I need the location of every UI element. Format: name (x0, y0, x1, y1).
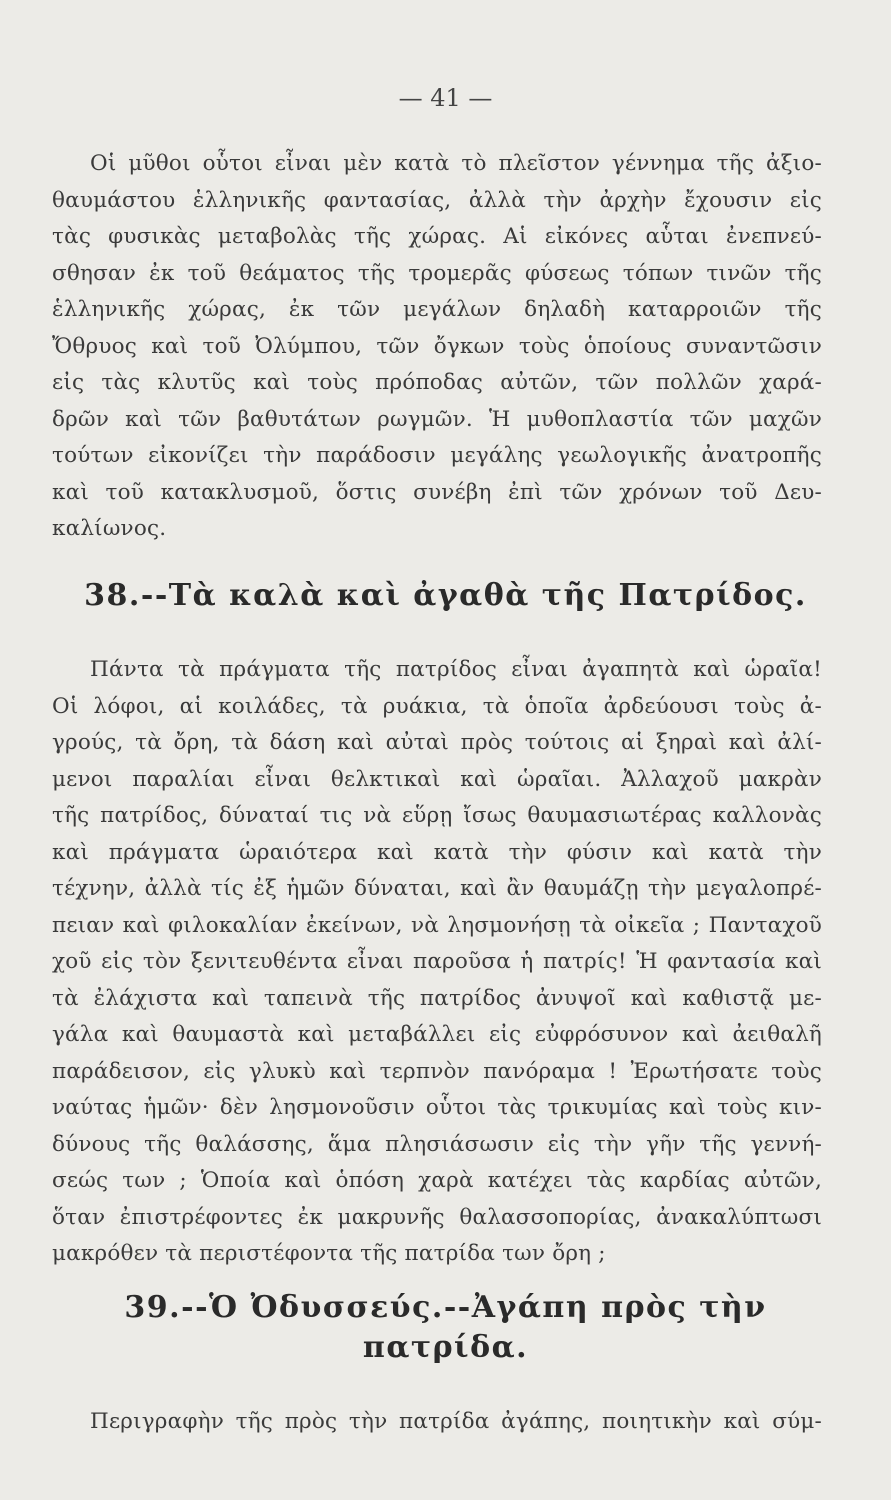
text-line: ὅταν ἐπιστρέφοντες ἐκ μακρυνῆς θαλασσοπορίας, ἀνακαλύπτωσι (52, 1204, 822, 1230)
text-line: Οἱ λόφοι, αἱ κοιλάδες, τὰ ρυάκια, τὰ ὁποῖα ἀρδεύουσι τοὺς ἀ- (52, 693, 822, 719)
text-line: σθησαν ἐκ τοῦ θεάματος τῆς τρομερᾶς φύσεως τόπων τινῶν τῆς (52, 260, 822, 286)
text-line: τὰ ἐλάχιστα καὶ ταπεινὰ τῆς πατρίδος ἀνυψοῖ καὶ καθιστᾷ με- (52, 985, 822, 1011)
text-line: μενοι παραλίαι εἶναι θελκτικαὶ καὶ ὡραῖαι. Ἀλλαχοῦ μακρὰν (52, 766, 822, 792)
text-line: δύνους τῆς θαλάσσης, ἅμα πλησιάσωσιν εἰς τὴν γῆν τῆς γεννή- (52, 1131, 822, 1157)
text-line: πειαν καὶ φιλοκαλίαν ἐκείνων, νὰ λησμονήσῃ τὰ οἰκεῖα ; Πανταχοῦ (52, 912, 822, 938)
section-heading-38: 38.--Τὰ καλὰ καὶ ἀγαθὰ τῆς Πατρίδος. (84, 578, 807, 613)
text-line: καὶ πράγματα ὡραιότερα καὶ κατὰ τὴν φύσιν καὶ κατὰ τὴν (52, 839, 822, 865)
section-heading-39-continued: πατρίδα. (362, 1330, 529, 1365)
text-line: τέχνην, ἀλλὰ τίς ἐξ ἡμῶν δύναται, καὶ ἂν θαυμάζῃ τὴν μεγαλοπρέ- (52, 876, 822, 901)
text-line: καλίωνος. (52, 516, 167, 541)
paragraph-homeland (52, 652, 822, 1273)
section-heading-39: 39.--Ὁ Ὀδυσσεύς.--Ἀγάπη πρὸς τὴν (124, 1290, 767, 1325)
text-line: τῆς πατρίδος, δύναταί τις νὰ εὕρῃ ἴσως θαυμασιωτέρας καλλονὰς (52, 803, 822, 828)
text-line: σεώς των ; Ὁποία καὶ ὁπόση χαρὰ κατέχει τὰς καρδίας αὐτῶν, (52, 1168, 822, 1193)
text-line: Ὄθρυος καὶ τοῦ Ὀλύμπου, τῶν ὄγκων τοὺς ὁποίους συναντῶσιν (52, 333, 822, 359)
text-line: γάλα καὶ θαυμαστὰ καὶ μεταβάλλει εἰς εὐφρόσυνον καὶ ἀειθαλῆ (52, 1022, 822, 1047)
text-line: παράδεισον, εἰς γλυκὺ καὶ τερπνὸν πανόραμα ! Ἐρωτήσατε τοὺς (52, 1058, 822, 1084)
paragraph-odysseus (52, 1404, 822, 1441)
text-line: δρῶν καὶ τῶν βαθυτάτων ρωγμῶν. Ἡ μυθοπλαστία τῶν μαχῶν (52, 406, 822, 432)
text-line: Περιγραφὴν τῆς πρὸς τὴν πατρίδα ἀγάπης, ποιητικὴν καὶ σύμ- (90, 1409, 822, 1434)
text-line: Οἱ μῦθοι οὗτοι εἶναι μὲν κατὰ τὸ πλεῖστον γέννημα τῆς ἀξιο- (90, 151, 822, 176)
text-line: χοῦ εἰς τὸν ξενιτευθέντα εἶναι παροῦσα ἡ πατρίς! Ἡ φαντασία καὶ (52, 949, 822, 974)
text-line: Πάντα τὰ πράγματα τῆς πατρίδος εἶναι ἀγαπητὰ καὶ ὡραῖα! (90, 657, 822, 682)
paragraph-myths (52, 146, 822, 548)
text-line: μακρόθεν τὰ περιστέφοντα τῆς πατρίδα των ὄρη ; (52, 1241, 606, 1266)
text-line: τούτων εἰκονίζει τὴν παράδοσιν μεγάλης γεωλογικῆς ἀνατροπῆς (52, 443, 822, 468)
page-number: — 41 — (398, 84, 493, 112)
text-line: τὰς φυσικὰς μεταβολὰς τῆς χώρας. Αἱ εἰκόνες αὗται ἐνεπνεύ- (52, 224, 822, 249)
text-line: γρούς, τὰ ὄρη, τὰ δάση καὶ αὐταὶ πρὸς τούτοις αἱ ξηραὶ καὶ ἀλί- (52, 730, 822, 755)
text-line: καὶ τοῦ κατακλυσμοῦ, ὅστις συνέβη ἐπὶ τῶν χρόνων τοῦ Δευ- (52, 479, 822, 505)
text-line: ναύτας ἡμῶν· δὲν λησμονοῦσιν οὗτοι τὰς τρικυμίας καὶ τοὺς κιν- (52, 1095, 822, 1120)
text-line: εἰς τὰς κλυτῦς καὶ τοὺς πρόποδας αὐτῶν, τῶν πολλῶν χαρά- (52, 370, 822, 395)
text-line: ἑλληνικῆς χώρας, ἐκ τῶν μεγάλων δηλαδὴ καταρροιῶν τῆς (52, 297, 822, 322)
text-line: θαυμάστου ἑλληνικῆς φαντασίας, ἀλλὰ τὴν ἀρχὴν ἔχουσιν εἰς (52, 187, 822, 213)
